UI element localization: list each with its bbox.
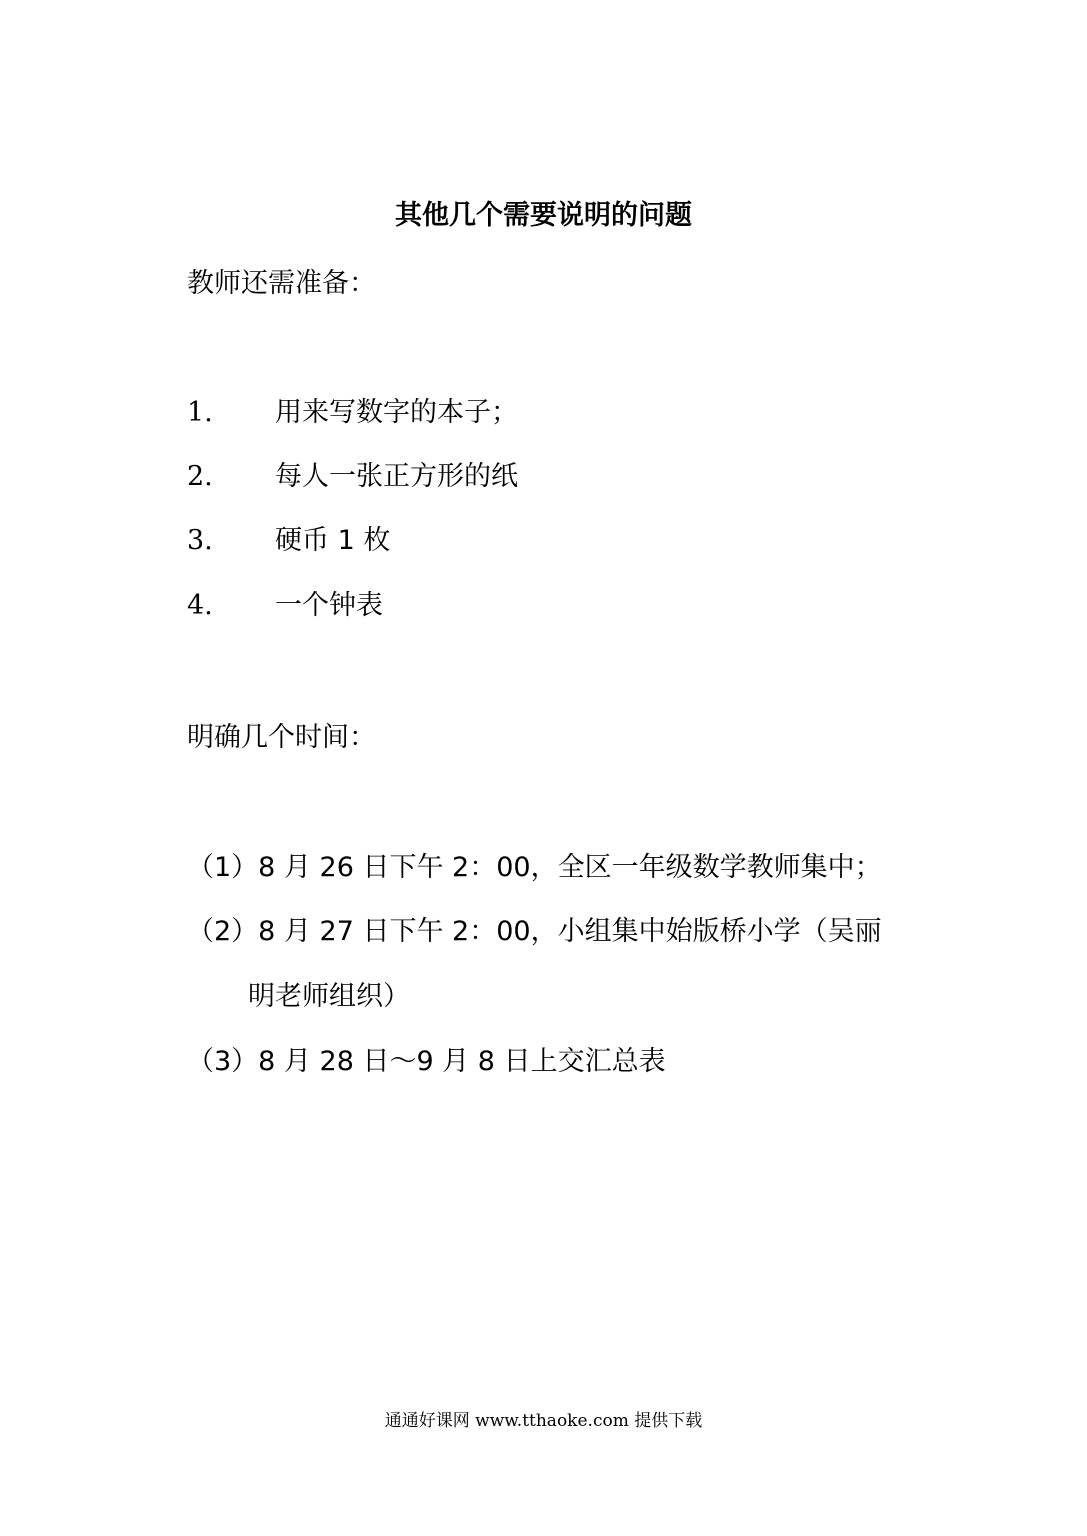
time-item: （3）8 月 28 日～9 月 8 日上交汇总表 — [187, 1046, 666, 1077]
list-item-number: 4. — [187, 590, 213, 621]
list-item-number: 1. — [187, 397, 213, 428]
times-heading: 明确几个时间： — [187, 722, 376, 753]
time-item: （2）8 月 27 日下午 2：00，小组集中始版桥小学（吴丽 — [187, 916, 882, 947]
page-title: 其他几个需要说明的问题 — [395, 200, 692, 231]
list-item-number: 2. — [187, 461, 213, 492]
time-item-continuation: 明老师组织） — [248, 981, 410, 1012]
list-item — [187, 521, 390, 561]
preparation-heading: 教师还需准备： — [187, 268, 376, 299]
footer-source: 通通好课网 www.tthaoke.com 提供下载 — [384, 1411, 703, 1431]
list-item — [187, 393, 518, 433]
list-item-number: 3. — [187, 525, 213, 556]
time-item: （1）8 月 26 日下午 2：00，全区一年级数学教师集中； — [187, 852, 882, 883]
list-item-text: 一个钟表 — [275, 590, 383, 621]
list-item-text: 每人一张正方形的纸 — [275, 461, 518, 492]
list-item — [187, 457, 518, 497]
list-item — [187, 586, 383, 626]
list-item-text: 用来写数字的本子； — [275, 397, 518, 428]
list-item-text: 硬币 1 枚 — [275, 525, 391, 556]
